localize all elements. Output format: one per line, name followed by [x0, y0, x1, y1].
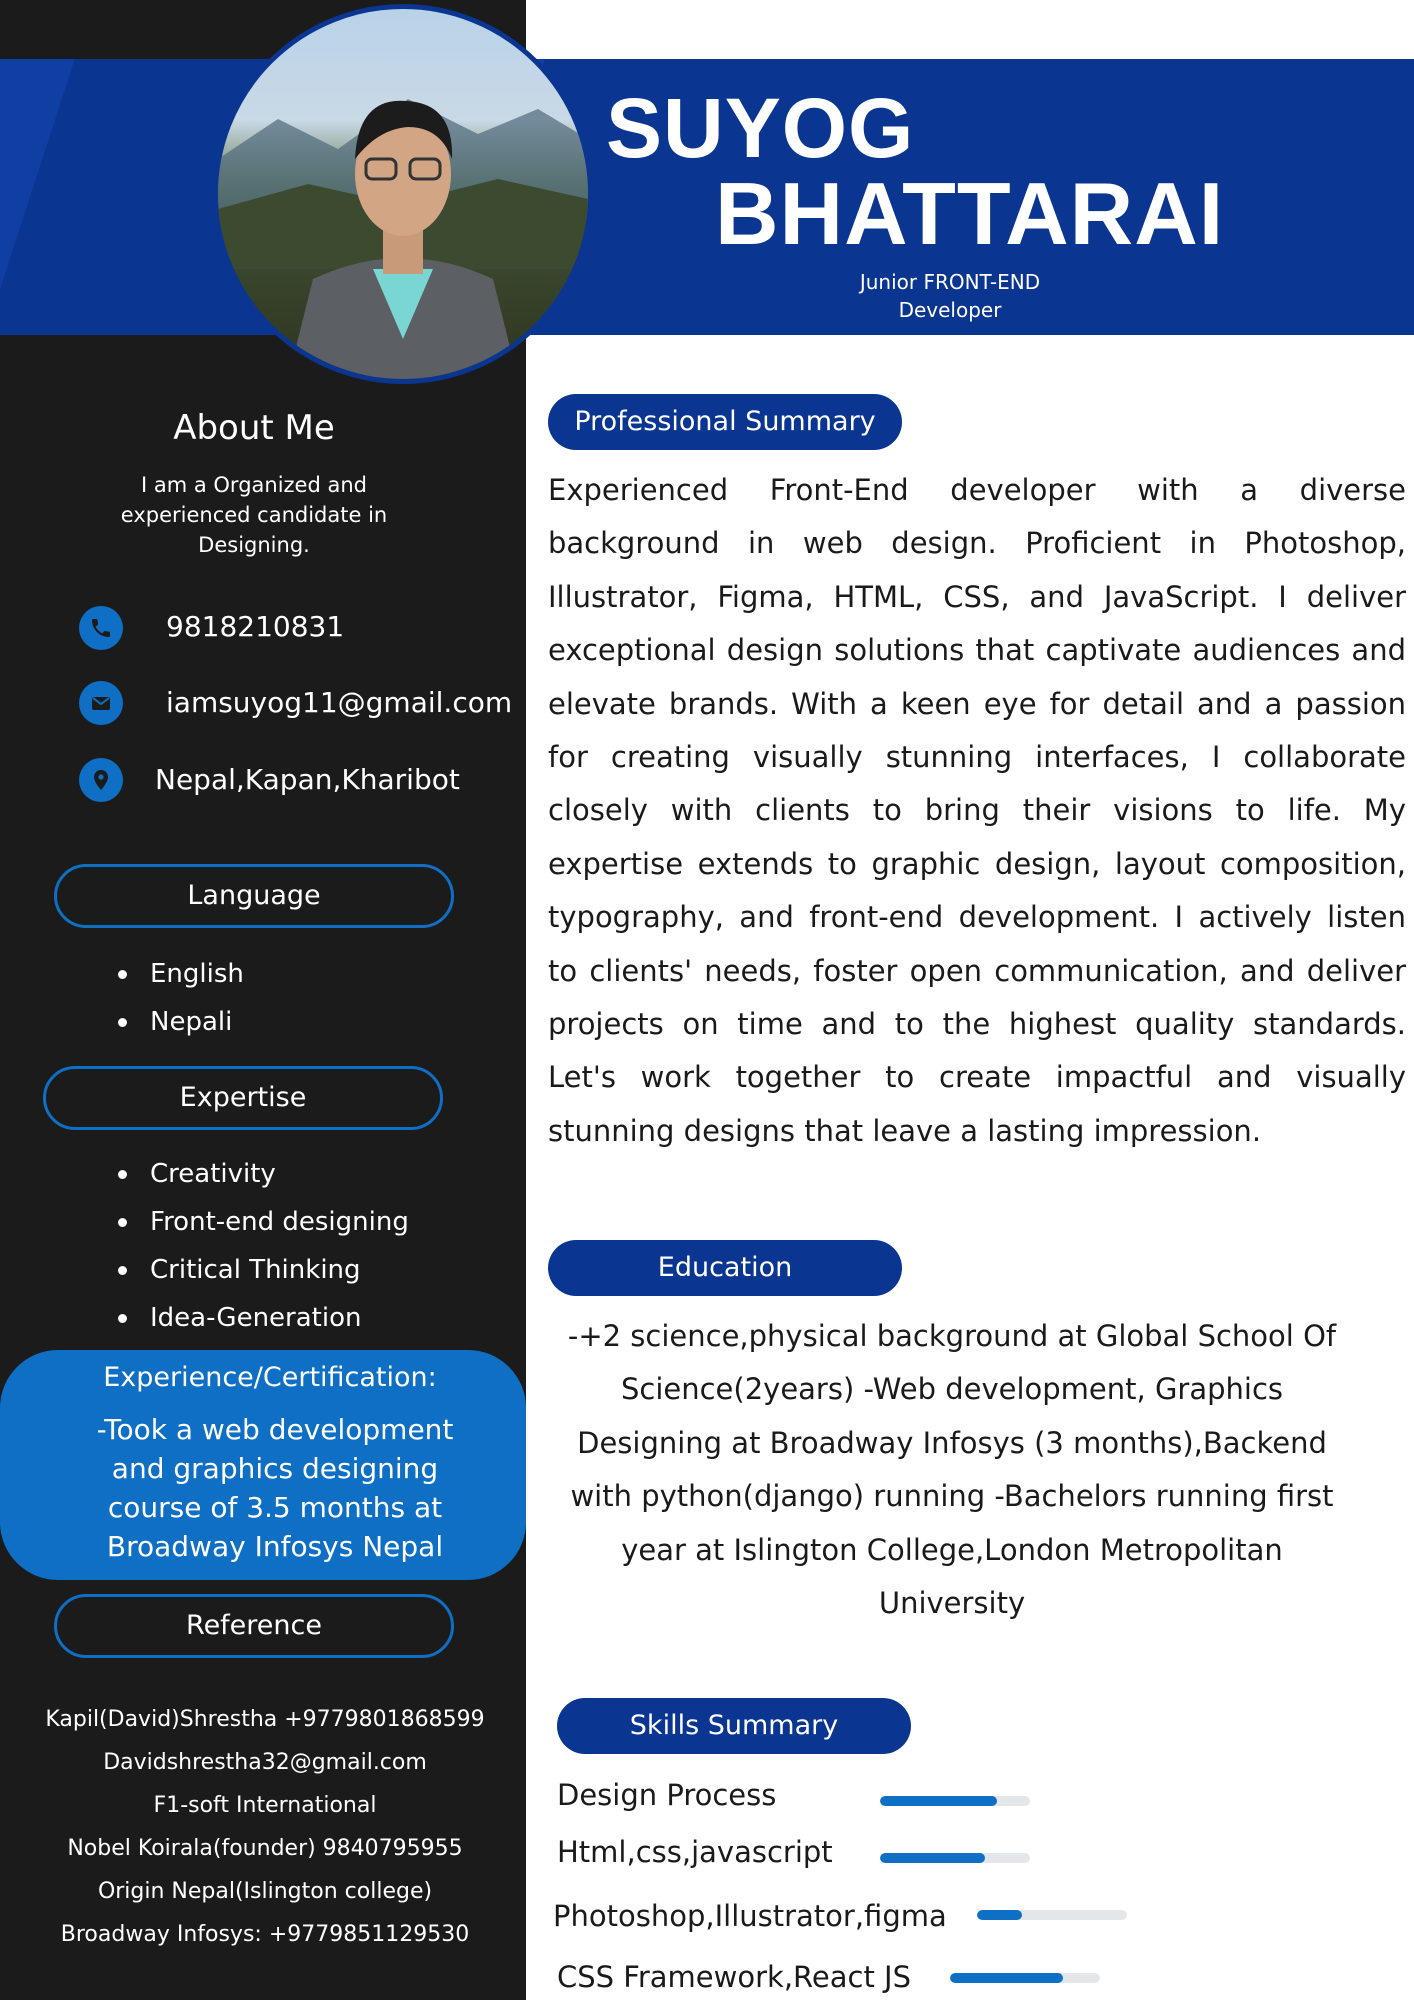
- skills-heading: Skills Summary: [557, 1698, 911, 1754]
- last-name: BHATTARAI: [715, 164, 1225, 263]
- location-pin-icon: [79, 758, 123, 802]
- profile-photo: [213, 4, 593, 384]
- reference-line: Broadway Infosys: +9779851129530: [60, 1922, 470, 1947]
- job-title: Junior FRONT-END Developer: [859, 270, 1041, 322]
- skill-bar: [880, 1853, 1030, 1863]
- about-text: I am a Organized and experienced candidate in Designing.: [120, 473, 388, 557]
- skill-bar-fill: [880, 1796, 997, 1806]
- expertise-heading: Expertise: [43, 1066, 443, 1130]
- first-name: SUYOG: [606, 81, 915, 175]
- reference-list: [20, 1698, 510, 1956]
- skill-label: CSS Framework,React JS: [557, 1960, 911, 1994]
- email-icon: [79, 681, 123, 725]
- about-heading: About Me: [173, 408, 335, 448]
- phone-icon: [79, 606, 123, 650]
- reference-line: Davidshrestha32@gmail.com: [103, 1750, 427, 1775]
- skill-bar-fill: [977, 1910, 1022, 1920]
- expertise-list: [118, 1150, 409, 1342]
- skill-bar-fill: [950, 1973, 1063, 1983]
- reference-line: Origin Nepal(Islington college): [97, 1879, 433, 1904]
- reference-line: Kapil(David)Shrestha +9779801868599: [45, 1707, 485, 1732]
- skill-bar: [880, 1796, 1030, 1806]
- skill-label: Html,css,javascript: [557, 1835, 833, 1869]
- email-address: iamsuyog11@gmail.com: [166, 686, 513, 719]
- skill-bar: [950, 1973, 1100, 1983]
- phone-number: 9818210831: [166, 610, 345, 643]
- skill-label: Design Process: [557, 1778, 777, 1812]
- list-item: Creativity: [118, 1150, 409, 1198]
- skill-label: Photoshop,Illustrator,figma: [553, 1899, 947, 1933]
- list-item: English: [118, 950, 244, 998]
- education-heading: Education: [548, 1240, 902, 1296]
- list-item: Critical Thinking: [118, 1246, 409, 1294]
- experience-text: -Took a web development and graphics designing course of 3.5 months at Broadway Infosys Nepal: [96, 1413, 454, 1563]
- skill-bar-fill: [880, 1853, 985, 1863]
- list-item: Front-end designing: [118, 1198, 409, 1246]
- experience-box: [0, 1350, 526, 1580]
- summary-text: Experienced Front-End developer with a diverse background in web design. Proficient in Photoshop, Illustrator, Figma, HTML, CSS, and JavaScript. I deliver exceptional design solutions that captivate audiences and elevate brands. With a keen eye for detail and a passion for creating visually stunning interfaces, I collaborate closely with clients to bring their visions to life. My expertise extends to graphic design, layout composition, typography, and front-end development. I actively listen to clients' needs, foster open communication, and deliver projects on time and to the highest quality standards. Let's work together to create impactful and visually stunning designs that leave a lasting impression.: [548, 473, 1406, 1148]
- language-list: [118, 950, 244, 1046]
- list-item: Nepali: [118, 998, 244, 1046]
- address: Nepal,Kapan,Kharibot: [155, 763, 460, 796]
- person-portrait-icon: [218, 9, 588, 379]
- experience-heading: Experience/Certification:: [103, 1362, 437, 1393]
- reference-line: Nobel Koirala(founder) 9840795955: [67, 1836, 463, 1861]
- list-item: Idea-Generation: [118, 1294, 409, 1342]
- education-text: -+2 science,physical background at Global School Of Science(2years) -Web development, Graphics Designing at Broadway Infosys (3 months),Backend with python(django) running -Bachelors running first year at Islington College,London Metropolitan University: [567, 1319, 1337, 1621]
- skill-bar: [977, 1910, 1127, 1920]
- language-heading: Language: [54, 864, 454, 928]
- reference-heading: Reference: [54, 1594, 454, 1658]
- summary-heading: Professional Summary: [548, 394, 902, 450]
- reference-line: F1-soft International: [153, 1793, 377, 1818]
